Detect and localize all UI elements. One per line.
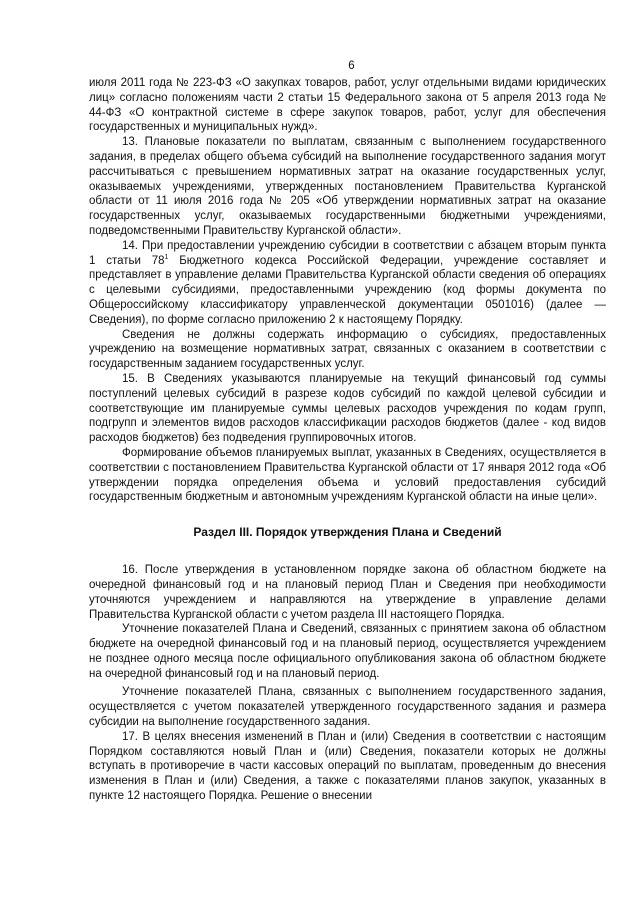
paragraph-utochnenie-1: Уточнение показателей Плана и Сведений, связанных с принятием закона об областном бюджете на очередной финансовый год и на плановый период, осуществляется учреждением не позднее одного месяца после официального опубликования закона об областном бюджете на очередной финансовый год и на плановый период. xyxy=(89,623,606,680)
paragraph-14-rest: Бюджетного кодекса Российской Федерации, учреждение составляет и представляет в управление делами Правительства Курганской области сведения об операциях с целевыми субсидиями, предоставленными учреждению (код формы документа по Общероссийскому классификатору управленческой документации 0501016) (далее — Сведения), по форме согласно приложению 2 к настоящему Порядку. xyxy=(89,254,606,326)
paragraph-16: 16. После утверждения в установленном порядке закона об областном бюджете на очередной финансовый год и на плановый период План и Сведения при необходимости уточняются учреждением и направляются на утверждение в управление делами Правительства Курганской области с учетом раздела III настоящего Порядка. xyxy=(89,564,606,621)
paragraph-utochnenie-2: Уточнение показателей Плана, связанных с выполнением государственного задания, осуществляется с учетом показателей утвержденного государственного задания и размера субсидии на выполнение государственного задания. xyxy=(89,686,606,729)
paragraph-13: 13. Плановые показатели по выплатам, связанным с выполнением государственного задания, в пределах общего объема субсидий на выполнение государственного задания могут рассчитываться с превышением нормативных затрат на оказание государственных услуг, оказываемых учреждениями, утвержденных постановлением Правительства Курганской области от 11 июля 2016 года № 205 «Об утверждении нормативных затрат на оказание государственных услуг, оказываемых государственными бюджетными учреждениями, подведомственными Правительству Курганской области». xyxy=(89,136,606,237)
paragraph-14-start: 14. При предоставлении учреждению субсидии в соответствии с абзацем вторым пункта 1 статьи 78 xyxy=(89,239,606,267)
paragraph-svedeniya: Сведения не должны содержать информацию о субсидиях, предоставленных учреждению на возмещение нормативных затрат, связанных с оказанием в соответствии с государственным заданием государственных услуг. xyxy=(89,328,606,371)
paragraph-15: 15. В Сведениях указываются планируемые на текущий финансовый год суммы поступлений целевых субсидий в разрезе кодов субсидий по каждой целевой субсидии и соответствующие им планируемые суммы целевых расходов учреждения по кодам групп, подгрупп и элементов видов расходов классификации расходов бюджетов (далее - код видов расходов бюджетов) без подведения группировочных итогов. xyxy=(89,372,606,445)
superscript-1: 1 xyxy=(164,253,169,261)
section-title: Раздел III. Порядок утверждения Плана и Сведений xyxy=(193,525,502,540)
paragraph-14 xyxy=(89,239,606,328)
page-number: 6 xyxy=(348,60,355,72)
paragraph-formirovanie: Формирование объемов планируемых выплат, указанных в Сведениях, осуществляется в соответствии с постановлением Правительства Курганской области от 17 января 2012 года «Об утверждении порядка определения объема и условий предоставления субсидий государственным бюджетным и автономным учреждениям Курганской области на иные цели». xyxy=(89,446,606,504)
paragraph-continuation: июля 2011 года № 223-ФЗ «О закупках товаров, работ, услуг отдельными видами юридических лиц» согласно положениям части 2 статьи 15 Федерального закона от 5 апреля 2013 года № 44-ФЗ «О контрактной системе в сфере закупок товаров, работ, услуг для обеспечения государственных и муниципальных нужд». xyxy=(89,77,606,134)
paragraph-17: 17. В целях внесения изменений в План и (или) Сведения в соответствии с настоящим Порядком составляются новый План и (или) Сведения, показатели которых не должны вступать в противоречие в части кассовых операций по выплатам, проведенным до внесения изменения в План и (или) Сведения, а также с показателями планов закупок, указанных в пункте 12 настоящего Порядка. Решение о внесении xyxy=(89,730,606,803)
